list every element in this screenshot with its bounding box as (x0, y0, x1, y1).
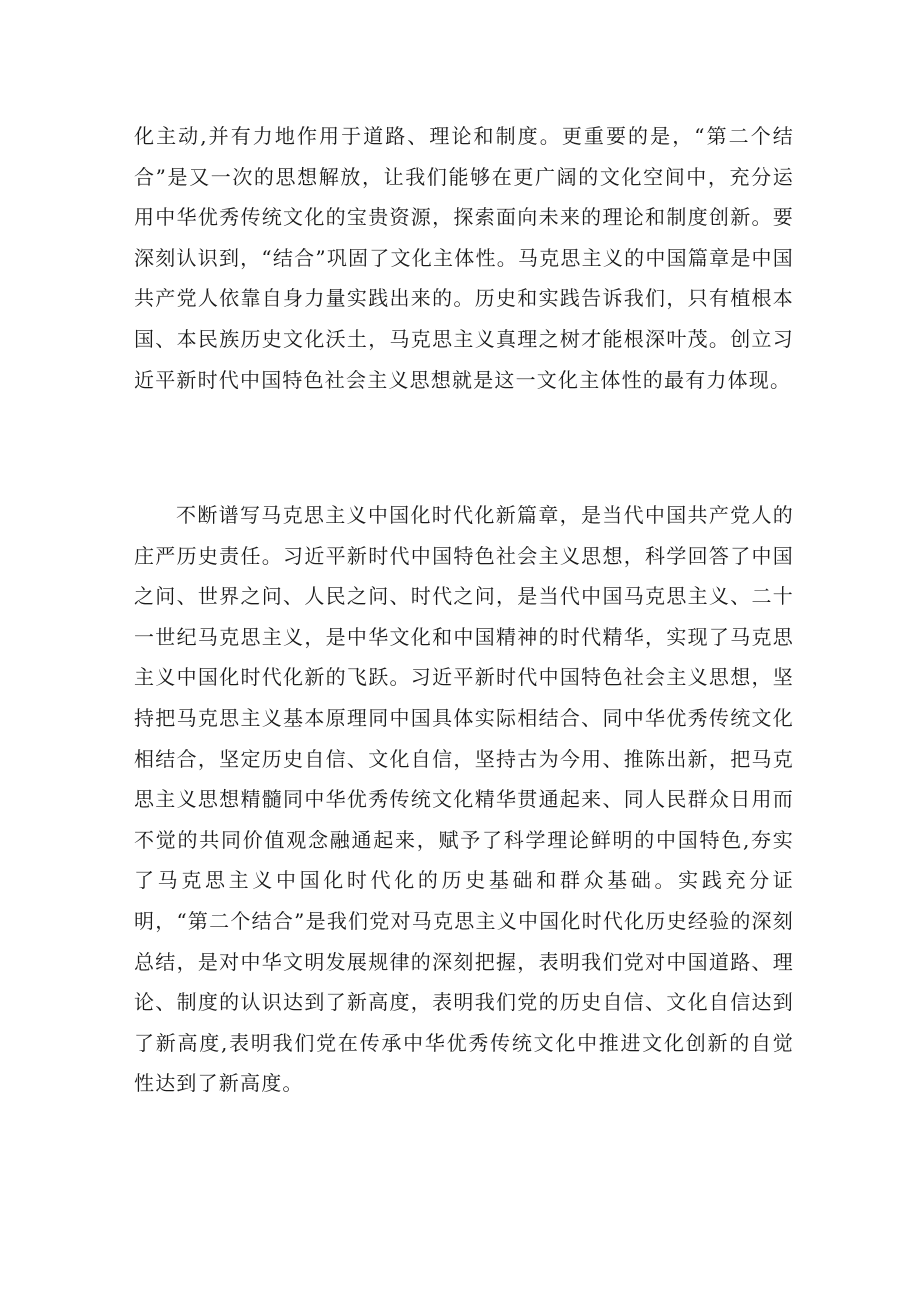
paragraph-2: 不断谱写马克思主义中国化时代化新篇章，是当代中国共产党人的庄严历史责任。习近平新时代中国特色社会主义思想，科学回答了中国之问、世界之问、人民之问、时代之问，是当代中国马克思主义、二十一世纪马克思主义，是中华文化和中国精神的时代精华，实现了马克思主义中国化时代化新的飞跃。习近平新时代中国特色社会主义思想，坚持把马克思主义基本原理同中国具体实际相结合、同中华优秀传统文化相结合，坚定历史自信、文化自信，坚持古为今用、推陈出新，把马克思主义思想精髓同中华优秀传统文化精华贯通起来、同人民群众日用而不觉的共同价值观念融通起来，赋予了科学理论鲜明的中国特色,夯实了马克思主义中国化时代化的历史基础和群众基础。实践充分证明，“第二个结合”是我们党对马克思主义中国化时代化历史经验的深刻总结，是对中华文明发展规律的深刻把握，表明我们党对中国道路、理论、制度的认识达到了新高度，表明我们党的历史自信、文化自信达到了新高度,表明我们党在传承中华优秀传统文化中推进文化创新的自觉性达到了新高度。 (134, 503, 794, 1096)
paragraph-1: 化主动,并有力地作用于道路、理论和制度。更重要的是，“第二个结合”是又一次的思想解放，让我们能够在更广阔的文化空间中，充分运用中华优秀传统文化的宝贵资源，探索面向未来的理论和制度创新。要深刻认识到，“结合”巩固了文化主体性。马克思主义的中国篇章是中国共产党人依靠自身力量实践出来的。历史和实践告诉我们，只有植根本国、本民族历史文化沃土，马克思主义真理之树才能根深叶茂。创立习近平新时代中国特色社会主义思想就是这一文化主体性的最有力体现。 (134, 124, 794, 392)
